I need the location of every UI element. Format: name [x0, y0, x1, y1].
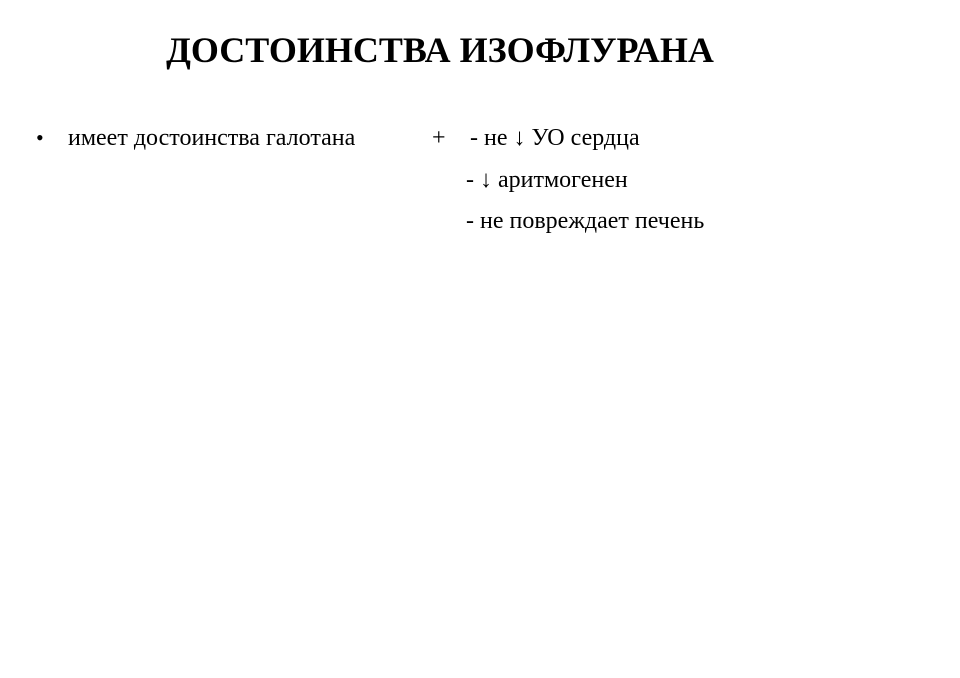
advantage-item: - ↓ аритмогенен	[466, 167, 628, 193]
advantage-item: - не повреждает печень	[466, 208, 705, 234]
bullet-marker: •	[36, 125, 44, 150]
plus-sign: +	[432, 125, 446, 151]
advantage-item: - не ↓ УО сердца	[470, 125, 640, 151]
bullet-text: имеет достоинства галотана	[68, 125, 356, 151]
slide-title: ДОСТОИНСТВА ИЗОФЛУРАНА	[166, 30, 714, 70]
